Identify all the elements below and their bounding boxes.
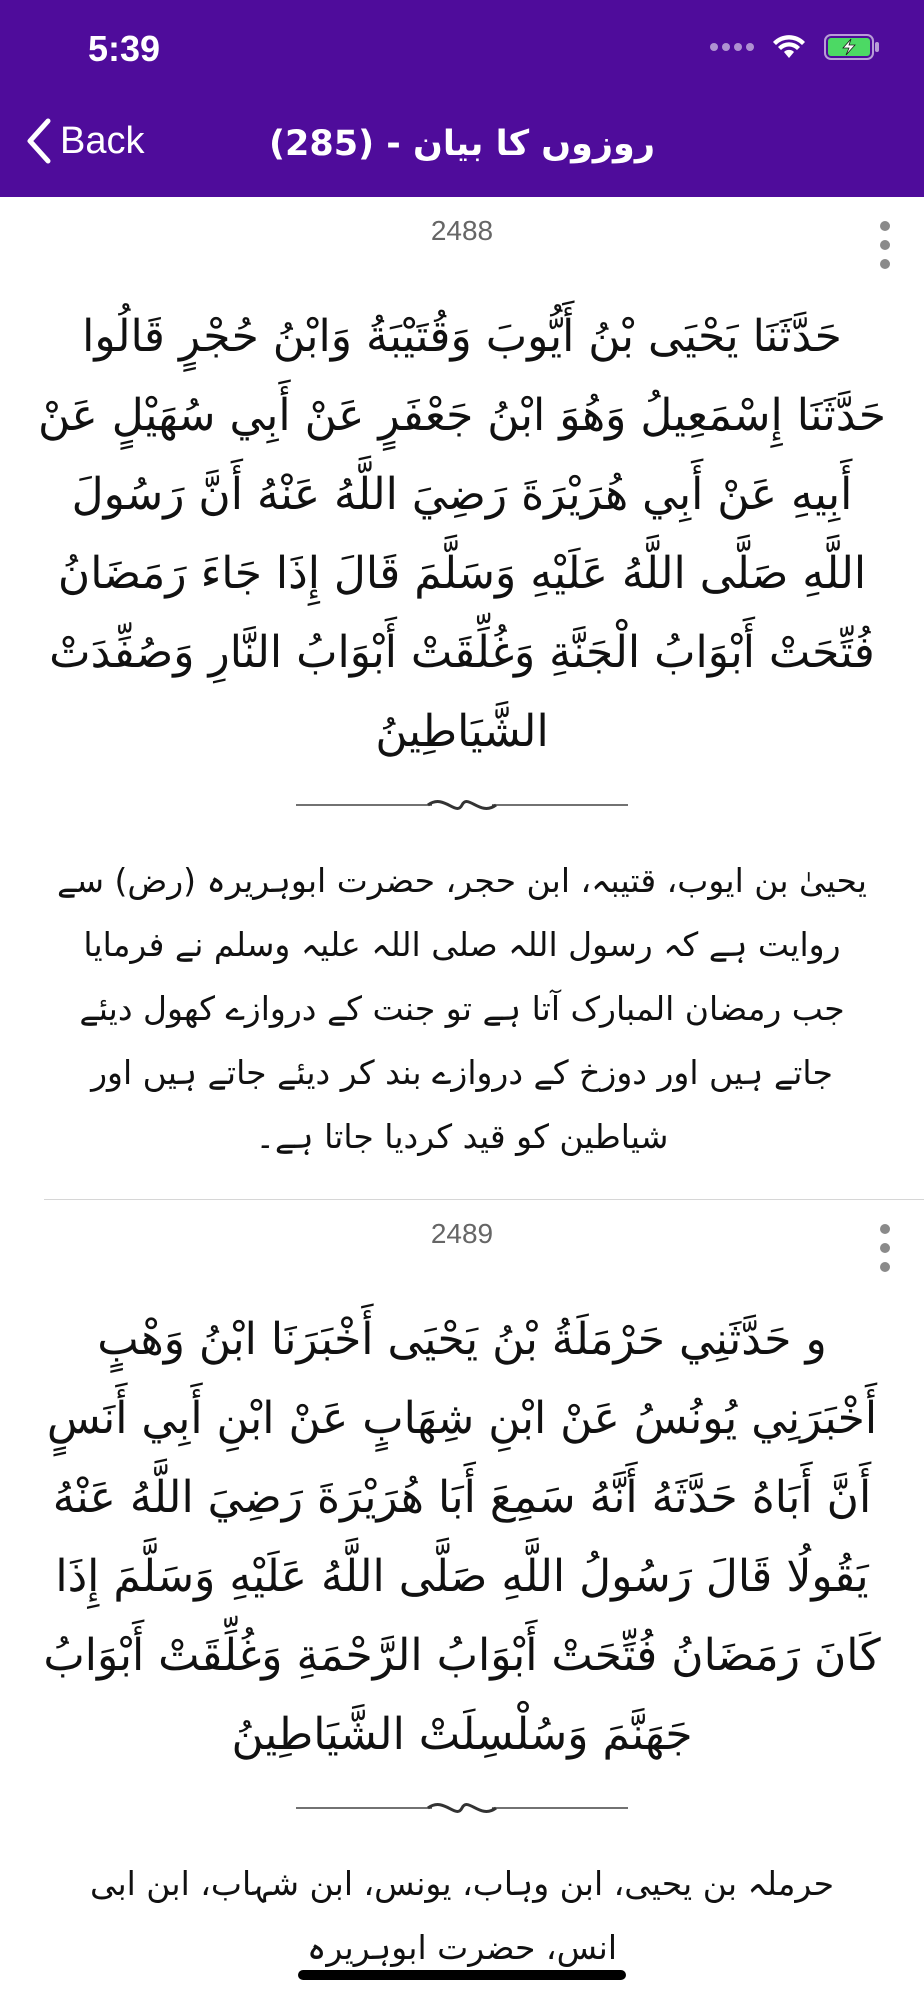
app-header — [0, 0, 924, 197]
signal-icon — [710, 43, 754, 51]
more-vertical-icon — [880, 221, 890, 231]
battery-icon — [824, 34, 880, 60]
more-options-button[interactable] — [870, 221, 900, 269]
hadith-number: 2489 — [430, 1218, 494, 1249]
urdu-translation: یحییٰ بن ایوب، قتیبہ، ابن حجر، حضرت ابوہریرہ (رض) سے روایت ہے کہ رسول اللہ صلی اللہ علیہ وسلم نے فرمایا جب رمضان المبارک آتا ہے تو جنت کے دروازے کھول دیئے جاتے ہیں اور دوزخ کے دروازے بند کر دیئے جاتے ہیں اور شیاطین کو قید کردیا جاتا ہے۔ — [57, 861, 867, 1156]
hadith-feed[interactable] — [0, 197, 924, 2000]
more-options-button[interactable] — [870, 1224, 900, 1272]
status-icons — [710, 34, 880, 60]
ornament-divider-icon — [0, 1774, 924, 1842]
ornament-divider-icon — [0, 771, 924, 839]
home-indicator[interactable] — [298, 1970, 626, 1980]
hadith-card — [0, 1200, 924, 1980]
arabic-text: حَدَّثَنَا يَحْيَى بْنُ أَيُّوبَ وَقُتَيْبَةُ وَابْنُ حُجْرٍ قَالُوا حَدَّثَنَا إِسْمَعِيلُ وَهُوَ ابْنُ جَعْفَرٍ عَنْ أَبِي سُهَيْلٍ عَنْ أَبِيهِ عَنْ أَبِي هُرَيْرَةَ رَضِيَ اللَّهُ عَنْهُ أَنَّ رَسُولَ اللَّهِ صَلَّى اللَّهُ عَلَيْهِ وَسَلَّمَ قَالَ إِذَا جَاءَ رَمَضَانُ فُتِّحَتْ أَبْوَابُ الْجَنَّةِ وَغُلِّقَتْ أَبْوَابُ النَّارِ وَصُفِّدَتْ الشَّيَاطِينُ — [38, 311, 886, 757]
page-title: روزوں کا بیان - (285) — [269, 124, 655, 164]
hadith-number: 2488 — [430, 215, 494, 246]
back-label: Back — [60, 119, 145, 162]
wifi-icon — [772, 34, 806, 60]
status-time: 5:39 — [88, 28, 161, 69]
arabic-text: و حَدَّثَنِي حَرْمَلَةُ بْنُ يَحْيَى أَخْبَرَنَا ابْنُ وَهْبٍ أَخْبَرَنِي يُونُسُ عَنْ ابْنِ شِهَابٍ عَنْ ابْنِ أَبِي أَنَسٍ أَنَّ أَبَاهُ حَدَّثَهُ أَنَّهُ سَمِعَ أَبَا هُرَيْرَةَ رَضِيَ اللَّهُ عَنْهُ يَقُولُا قَالَ رَسُولُ اللَّهِ صَلَّى اللَّهُ عَلَيْهِ وَسَلَّمَ إِذَا كَانَ رَمَضَانُ فُتِّحَتْ أَبْوَابُ الرَّحْمَةِ وَغُلِّقَتْ أَبْوَابُ جَهَنَّمَ وَسُلْسِلَتْ الشَّيَاطِينُ — [43, 1314, 881, 1760]
more-vertical-icon — [880, 1224, 890, 1234]
hadith-card — [0, 197, 924, 1200]
urdu-translation: حرملہ بن یحیی، ابن وہاب، یونس، ابن شہاب، ابن ابی انس، حضرت ابوہریرہ — [89, 1864, 835, 1967]
